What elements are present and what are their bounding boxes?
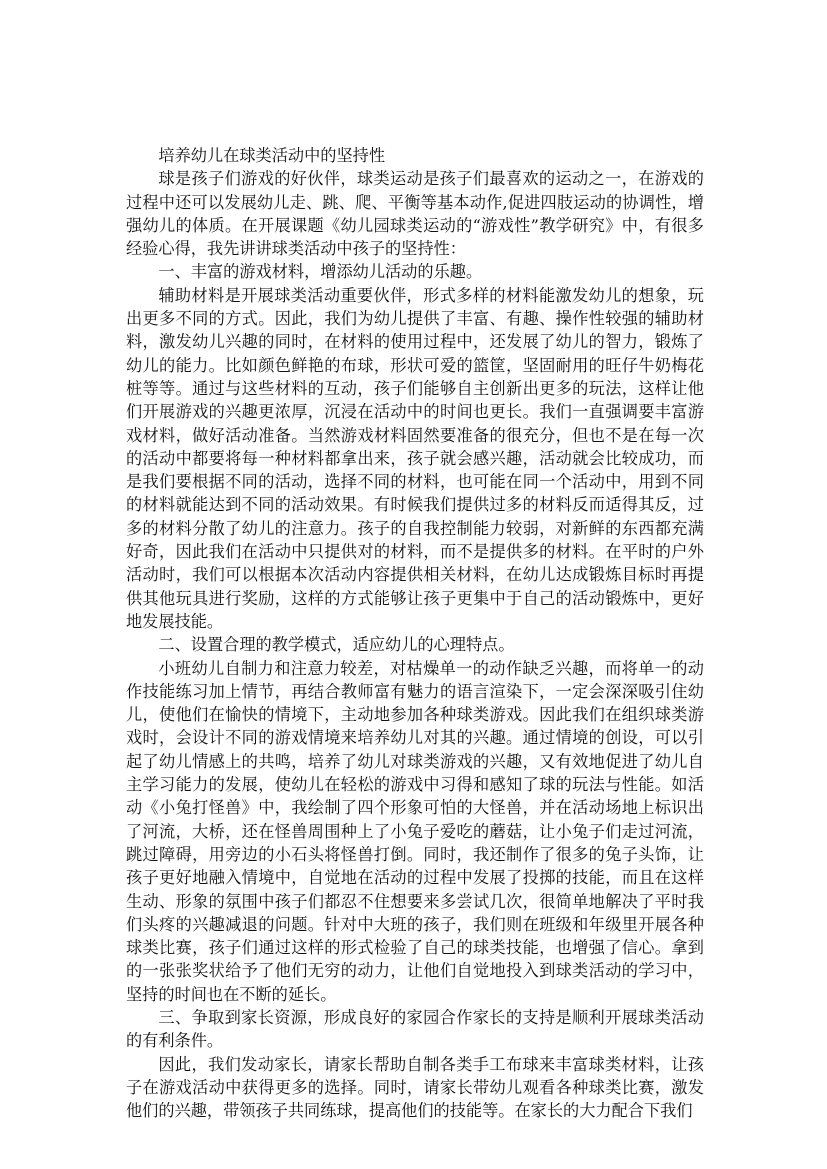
document-body	[126, 144, 704, 1122]
section-heading-1: 一、丰富的游戏材料，增添幼儿活动的乐趣。	[158, 262, 483, 282]
section-heading-2: 二、设置合理的教学模式，适应幼儿的心理特点。	[158, 635, 515, 655]
paragraph-teaching-mode: 小班幼儿自制力和注意力较差，对枯燥单一的动作缺乏兴趣，而将单一的动作技能练习加上情节，再结合教师富有魅力的语言渲染下，一定会深深吸引住幼儿，使他们在愉快的情境下，主动地参加各种球类游戏。因此我们在组织球类游戏时，会设计不同的游戏情境来培养幼儿对其的兴趣。通过情境的创设，可以引起了幼儿情感上的共鸣，培养了幼儿对球类游戏的兴趣，又有效地促进了幼儿自主学习能力的发展，使幼儿在轻松的游戏中习得和感知了球的玩法与性能。如活动《小兔打怪兽》中，我绘制了四个形象可怕的大怪兽，并在活动场地上标识出了河流，大桥，还在怪兽周围种上了小兔子爱吃的蘑菇，让小兔子们走过河流，跳过障碍，用旁边的小石头将怪兽打倒。同时，我还制作了很多的兔子头饰，让孩子更好地融入情境中，自觉地在活动的过程中发展了投掷的技能，而且在这样生动、形象的氛围中孩子们都忍不住想要来多尝试几次，很简单地解决了平时我们头疼的兴趣减退的问题。针对中大班的孩子，我们则在班级和年级里开展各种球类比赛，孩子们通过这样的形式检验了自己的球类技能，也增强了信心。拿到的一张张奖状给予了他们无穷的动力，让他们自觉地投入到球类活动的学习中，坚持的时间也在不断的延长。	[126, 658, 704, 1004]
document-title: 培养幼儿在球类活动中的坚持性	[158, 146, 386, 165]
paragraph-intro: 球是孩子们游戏的好伙伴，球类运动是孩子们最喜欢的运动之一，在游戏的过程中还可以发展幼儿走、跳、爬、平衡等基本动作,促进四肢运动的协调性，增强幼儿的体质。在开展课题《幼儿园球类运动的“游戏性”教学研究》中，有很多经验心得，我先讲讲球类活动中孩子的坚持性：	[126, 169, 704, 259]
paragraph-materials: 辅助材料是开展球类活动重要伙伴，形式多样的材料能激发幼儿的想象，玩出更多不同的方式。因此，我们为幼儿提供了丰富、有趣、操作性较强的辅助材料，激发幼儿兴趣的同时，在材料的使用过程中，还发展了幼儿的智力，锻炼了幼儿的能力。比如颜色鲜艳的布球，形状可爱的篮筐，坚固耐用的旺仔牛奶梅花桩等等。通过与这些材料的互动，孩子们能够自主创新出更多的玩法，这样让他们开展游戏的兴趣更浓厚，沉浸在活动中的时间也更长。我们一直强调要丰富游戏材料，做好活动准备。当然游戏材料固然要准备的很充分，但也不是在每一次的活动中都要将每一种材料都拿出来，孩子就会感兴趣，活动就会比较成功，而是我们要根据不同的活动，选择不同的材料，也可能在同一个活动中，用到不同的材料就能达到不同的活动效果。有时候我们提供过多的材料反而适得其反，过多的材料分散了幼儿的注意力。孩子的自我控制能力较弱，对新鲜的东西都充满好奇，因此我们在活动中只提供对的材料，而不是提供多的材料。在平时的户外活动时，我们可以根据本次活动内容提供相关材料，在幼儿达成锻炼目标时再提供其他玩具进行奖励，这样的方式能够让孩子更集中于自己的活动锻炼中，更好地发展技能。	[126, 285, 704, 631]
section-heading-3: 三、争取到家长资源，形成良好的家园合作家长的支持是顺利开展球类活动的有利条件。	[126, 1007, 704, 1051]
paragraph-parents: 因此，我们发动家长，请家长帮助自制各类手工布球来丰富球类材料，让孩子在游戏活动中获得更多的选择。同时，请家长带幼儿观看各种球类比赛，激发他们的兴趣，带领孩子共同练球，提高他们的技能等。在家长的大力配合下我们	[126, 1054, 704, 1121]
